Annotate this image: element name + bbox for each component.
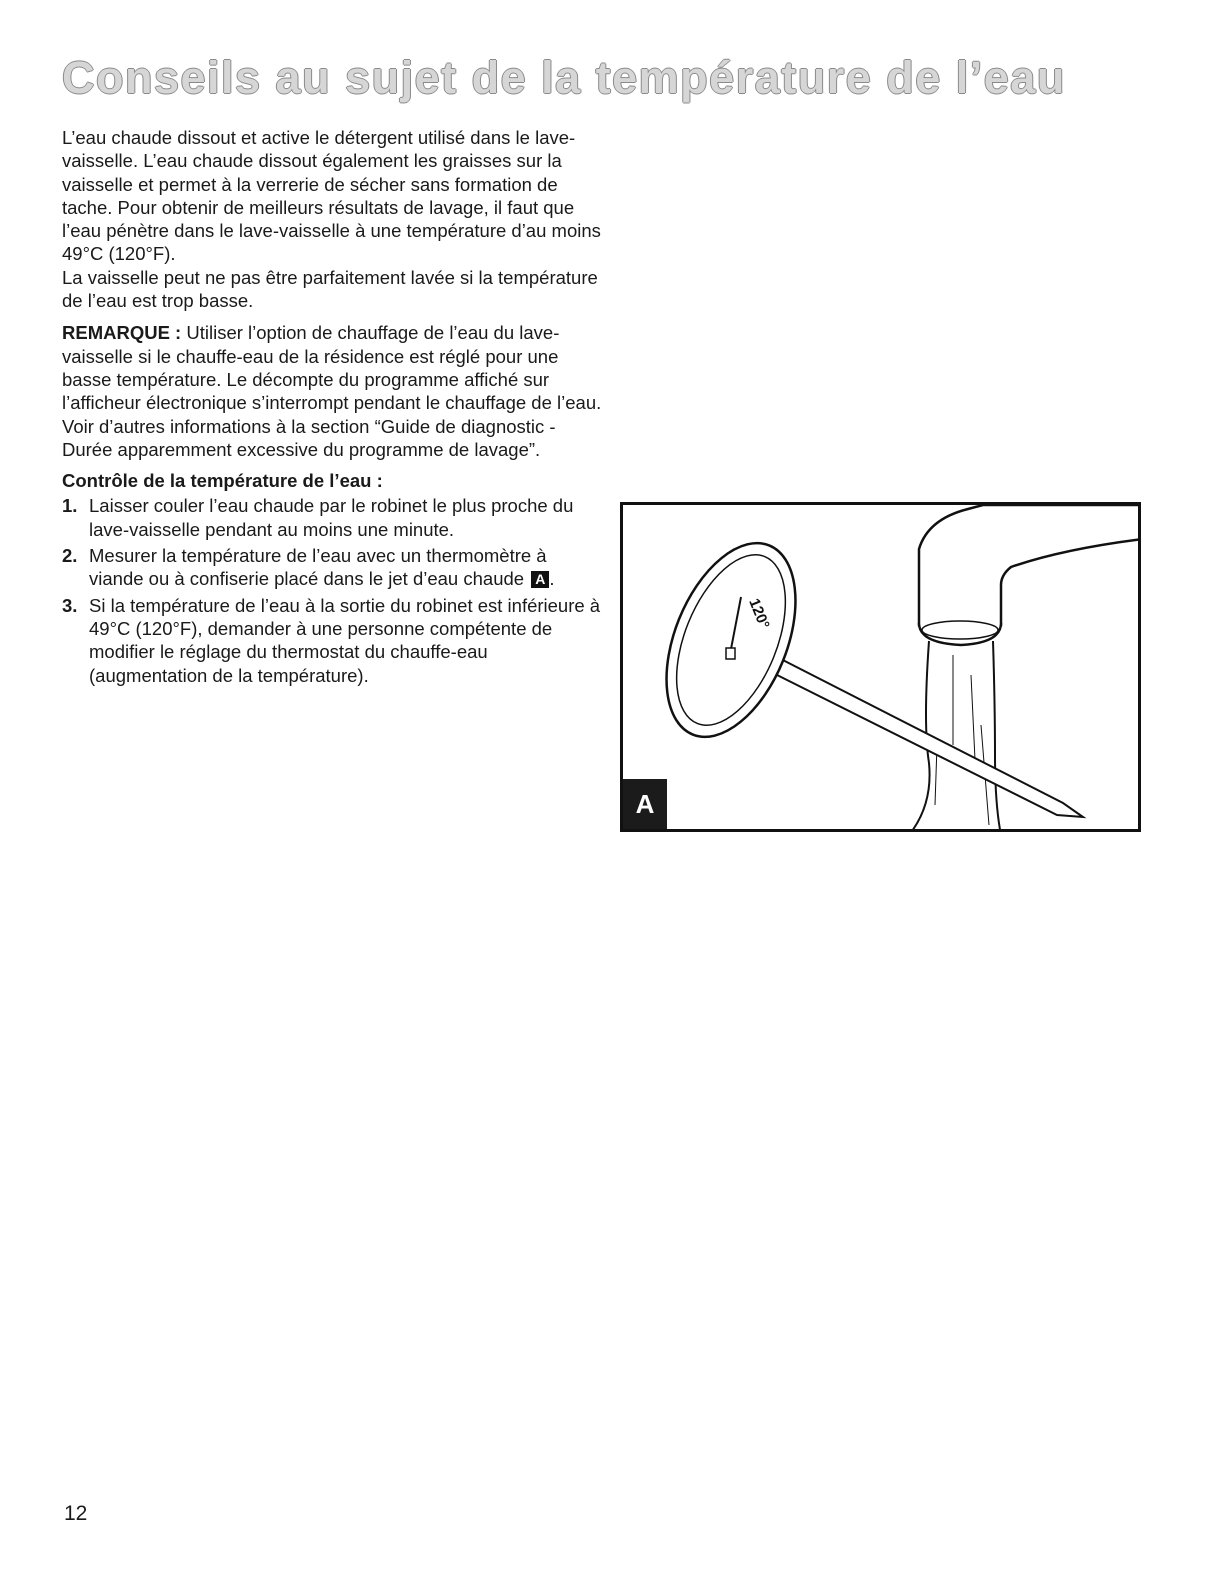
thermometer-figure	[620, 502, 1141, 832]
instructions-column	[62, 126, 602, 690]
step-text: Si la température de l’eau à la sortie du robinet est inférieure à 49°C (120°F), demander à une personne compétente de modifier le réglage du thermostat du chauffe-eau (augmentation de la température).	[89, 594, 601, 686]
step-number: 2.	[62, 545, 78, 567]
faucet-nozzle	[919, 623, 1001, 645]
thermometer-dial	[641, 524, 821, 755]
page-title: Conseils au sujet de la température de l’eau	[62, 52, 1066, 103]
water-stream-edge	[993, 641, 1001, 829]
intro-paragraph: L’eau chaude dissout et active le détergent utilisé dans le lave-vaisselle. L’eau chaude dissout également les graisses sur la vaisselle et permet à la verrerie de sécher sans formation de tache. Pour obtenir de meilleurs résultats de lavage, il faut que l’eau pénètre dans le lave-vaisselle à une température d’au moins 49°C (120°F).	[62, 127, 601, 265]
note-paragraph	[62, 321, 602, 461]
step-item	[62, 494, 602, 541]
steps-list	[62, 494, 602, 686]
step-item	[62, 594, 602, 687]
step-suffix: .	[549, 568, 555, 590]
step-text: Laisser couler l’eau chaude par le robinet le plus proche du lave-vaisselle pendant au moins une minute.	[89, 495, 574, 540]
step-number: 3.	[62, 594, 78, 616]
page-number: 12	[64, 1502, 88, 1525]
note-text: Utiliser l’option de chauffage de l’eau du lave-vaisselle si le chauffe-eau de la résidence est réglé pour une basse température. Le décompte du programme affiché sur l’afficheur électronique s’interrompt pendant le chauffage de l’eau. Voir d’autres informations à la section “Guide de diagnostic - Durée apparemment excessive du programme de lavage”.	[62, 322, 602, 460]
figure-label-badge: A	[623, 779, 667, 829]
step-text: Mesurer la température de l’eau avec un thermomètre à viande ou à confiserie placé dans le jet d’eau chaude	[89, 545, 547, 590]
thermometer-probe	[765, 655, 1083, 817]
step-number: 1.	[62, 495, 78, 517]
step-item	[62, 544, 602, 591]
faucet-spout	[919, 505, 1138, 625]
faucet-thermometer-illustration	[623, 505, 1138, 829]
dial-reading: 120°	[745, 596, 773, 632]
low-temperature-paragraph: La vaisselle peut ne pas être parfaitement lavée si la température de l’eau est trop basse.	[62, 266, 598, 312]
note-label: REMARQUE :	[62, 322, 182, 344]
figure-reference-badge: A	[531, 571, 549, 588]
section-subheading: Contrôle de la température de l’eau :	[62, 470, 383, 492]
